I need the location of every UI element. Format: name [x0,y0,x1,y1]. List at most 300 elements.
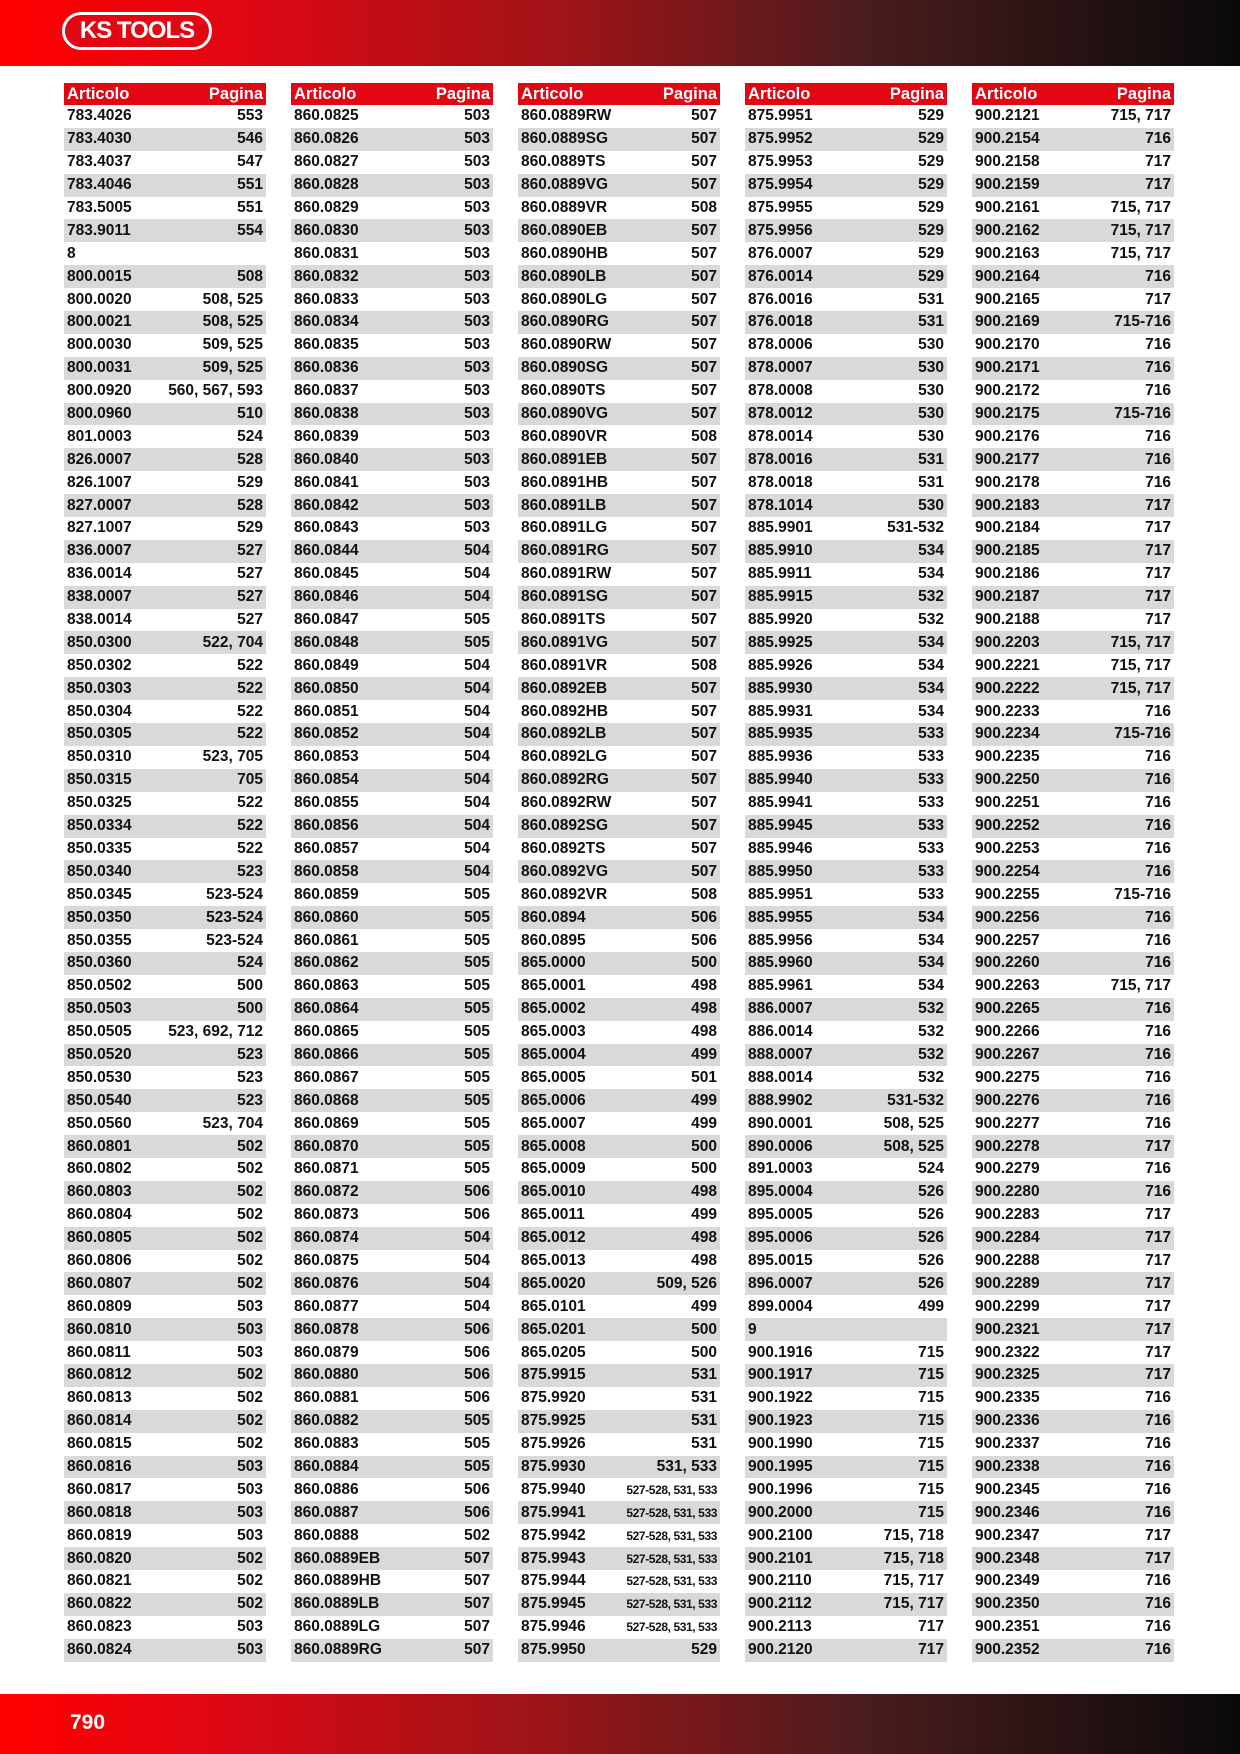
article-number: 900.2265 [975,1000,1040,1018]
table-row [518,1547,720,1570]
article-number: 860.0857 [294,839,359,857]
page-reference: 523-524 [206,931,263,949]
table-row [518,1524,720,1547]
page-reference: 505 [464,1091,490,1109]
article-number: 900.2113 [748,1618,812,1636]
table-row [291,403,493,426]
page-reference: 715, 717 [1110,221,1171,239]
page-reference: 527-528, 531, 533 [626,1574,717,1589]
page-reference: 531-532 [887,519,944,537]
table-row [291,998,493,1021]
page-reference: 504 [464,725,490,743]
table-row [745,1524,947,1547]
article-number: 875.9945 [521,1595,586,1613]
table-row [518,746,720,769]
table-row [745,1547,947,1570]
table-row [64,1066,266,1089]
page-reference: 508, 525 [883,1137,944,1155]
page-reference: 716 [1145,1023,1171,1041]
table-row [518,838,720,861]
page-reference: 503 [237,1503,263,1521]
table-row [972,906,1174,929]
article-number: 900.2170 [975,336,1040,354]
article-number: 860.0823 [67,1618,132,1636]
table-row [64,1387,266,1410]
article-number: 885.9910 [748,542,813,560]
article-number: 865.0003 [521,1023,586,1041]
page-reference: 507 [464,1572,490,1590]
page-reference: 715-716 [1114,405,1171,423]
table-row [518,1501,720,1524]
article-number: 860.0894 [521,908,586,926]
page-reference: 715 [918,1435,944,1453]
table-row [972,471,1174,494]
article-number: 865.0009 [521,1160,586,1178]
table-row [972,380,1174,403]
table-row [972,1112,1174,1135]
page-reference: 530 [918,405,944,423]
article-number: 860.0872 [294,1183,359,1201]
page-reference: 503 [464,199,490,216]
page-reference: 560, 567, 593 [168,382,263,400]
table-row [972,746,1174,769]
article-number: 850.0325 [67,794,132,812]
table-row [745,1639,947,1662]
article-number: 783.4026 [67,107,132,125]
table-row [64,540,266,563]
table-row [745,1089,947,1112]
page-reference: 534 [918,702,944,720]
table-row [291,334,493,357]
table-row [64,1524,266,1547]
table-row [518,1341,720,1364]
page-reference: 715-716 [1114,725,1171,743]
page-reference: 716 [1145,1503,1171,1521]
table-row [518,357,720,380]
table-row [64,677,266,700]
article-number: 900.2177 [975,450,1040,468]
page-reference: 717 [1145,1297,1171,1315]
table-row [291,151,493,174]
header-pagina: Pagina [889,84,944,103]
page-reference: 715, 717 [1110,199,1171,216]
page-reference: 716 [1145,130,1171,148]
page-reference: 527 [237,565,263,583]
article-number: 876.0016 [748,290,813,308]
table-row [972,219,1174,242]
table-row [745,1250,947,1273]
page-reference: 503 [464,176,490,194]
article-number: 860.0890VR [521,427,608,445]
article-number: 888.9902 [748,1091,813,1109]
page-reference: 503 [237,1297,263,1315]
article-number: 900.2188 [975,611,1040,629]
table-row [745,998,947,1021]
table-row [64,334,266,357]
table-row [972,197,1174,220]
index-column-4 [745,83,947,1662]
table-row [972,517,1174,540]
table-row [64,1547,266,1570]
article-number: 900.2100 [748,1526,813,1544]
table-row [291,448,493,471]
article-number: 900.2253 [975,839,1040,857]
article-number: 860.0853 [294,748,359,766]
table-row [972,448,1174,471]
table-row [64,792,266,815]
table-row [972,883,1174,906]
page-reference: 551 [237,199,263,216]
article-number: 900.2121 [975,107,1040,125]
article-number: 876.0007 [748,244,813,262]
page-reference: 716 [1145,1114,1171,1132]
table-row [64,929,266,952]
page-reference: 531 [691,1389,717,1407]
table-row [291,906,493,929]
table-row [64,1044,266,1067]
article-number: 860.0815 [67,1435,132,1453]
page-reference: 506 [464,1320,490,1338]
table-row [745,1112,947,1135]
page-reference: 716 [1145,267,1171,285]
article-number: 783.4037 [67,153,132,171]
table-row [745,1387,947,1410]
article-number: 850.0560 [67,1114,132,1132]
page-reference: 527-528, 531, 533 [626,1482,717,1497]
page-reference: 532 [918,1068,944,1086]
page-reference: 522, 704 [202,633,263,651]
table-row [745,105,947,128]
article-number: 900.2120 [748,1641,813,1659]
article-number: 885.9945 [748,817,813,835]
table-row [291,1501,493,1524]
article-number: 865.0007 [521,1114,586,1132]
page-reference: 716 [1145,1618,1171,1636]
page-reference: 507 [691,473,717,491]
article-number: 860.0845 [294,565,359,583]
article-number: 875.9952 [748,130,813,148]
article-number: 860.0842 [294,496,359,514]
page-reference: 502 [237,1595,263,1613]
page-reference: 717 [1145,1320,1171,1338]
page-reference: 534 [918,679,944,697]
article-number: 865.0008 [521,1137,586,1155]
table-row [291,1112,493,1135]
table-row [972,952,1174,975]
table-row [64,906,266,929]
page-reference: 523 [237,862,263,880]
table-row [518,1272,720,1295]
article-number: 850.0350 [67,908,132,926]
article-number: 860.0874 [294,1229,359,1247]
page-reference: 715 [918,1366,944,1384]
page-reference: 503 [464,359,490,377]
page-reference: 506 [464,1480,490,1498]
page-reference: 499 [691,1297,717,1315]
article-number: 878.1014 [748,496,813,514]
article-number: 878.0008 [748,382,813,400]
page-reference: 503 [237,1480,263,1498]
page-reference: 715, 717 [1110,977,1171,995]
table-row [518,998,720,1021]
page-reference: 504 [464,839,490,857]
page-reference: 533 [918,862,944,880]
page-reference: 526 [918,1274,944,1292]
index-column-3 [518,83,720,1662]
article-number: 900.2172 [975,382,1040,400]
page-reference: 547 [237,153,263,171]
table-row [745,471,947,494]
table-row [745,128,947,151]
article-number: 900.2350 [975,1595,1040,1613]
page-reference: 717 [1145,1274,1171,1292]
article-number: 860.0849 [294,656,359,674]
article-number: 860.0867 [294,1068,359,1086]
table-row [972,105,1174,128]
page-reference: 507 [691,176,717,194]
page-reference: 532 [918,1023,944,1041]
article-number: 875.9956 [748,221,813,239]
page-reference: 522 [237,725,263,743]
table-row [518,242,720,265]
article-number: 860.0841 [294,473,359,491]
article-number: 860.0851 [294,702,359,720]
table-row [291,265,493,288]
article-number: 875.9944 [521,1572,586,1590]
article-number: 860.0828 [294,176,359,194]
article-number: 900.2165 [975,290,1040,308]
page-reference: 503 [464,496,490,514]
article-number: 800.0030 [67,336,132,354]
page-reference: 522 [237,794,263,812]
page-reference: 529 [918,221,944,239]
table-row [745,1044,947,1067]
table-row [64,723,266,746]
table-row [972,631,1174,654]
article-number: 885.9960 [748,954,813,972]
table-row [291,311,493,334]
logo-text: KS TOOLS [79,17,195,44]
table-row [64,586,266,609]
table-row [518,1112,720,1135]
table-row [745,288,947,311]
page-reference: 503 [464,382,490,400]
page-reference: 529 [918,267,944,285]
header-articolo: Articolo [294,84,357,103]
table-row [972,403,1174,426]
article-number: 885.9911 [748,565,812,583]
article-number: 900.2276 [975,1091,1040,1109]
article-number: 900.2154 [975,130,1040,148]
table-row [518,1204,720,1227]
page-reference: 532 [918,1045,944,1063]
page-reference: 504 [464,679,490,697]
article-number: 860.0830 [294,221,359,239]
table-row [518,1478,720,1501]
article-number: 850.0303 [67,679,132,697]
table-row [745,769,947,792]
article-number: 900.2335 [975,1389,1040,1407]
article-number: 865.0101 [521,1297,586,1315]
page-reference: 717 [1145,176,1171,194]
page-reference: 507 [691,267,717,285]
page-reference: 508 [691,656,717,674]
page-reference: 499 [691,1114,717,1132]
table-row [745,1593,947,1616]
page-reference: 502 [237,1435,263,1453]
header-pagina: Pagina [435,84,490,103]
article-number: 900.2352 [975,1641,1040,1659]
table-row [518,1181,720,1204]
table-row [291,1593,493,1616]
page-reference: 531 [691,1412,717,1430]
table-row [518,1593,720,1616]
table-row [291,1433,493,1456]
index-column-2 [291,83,493,1662]
page-reference: 717 [1145,519,1171,537]
table-row [64,1272,266,1295]
page-reference: 531 [918,450,944,468]
page-reference: 717 [1145,1229,1171,1247]
table-row [972,128,1174,151]
page-reference: 499 [691,1206,717,1224]
table-row [518,197,720,220]
article-number: 860.0889SG [521,130,609,148]
page-reference: 527 [237,588,263,606]
table-row [745,1478,947,1501]
page-reference: 505 [464,1412,490,1430]
page-reference: 717 [1145,565,1171,583]
article-number: 860.0836 [294,359,359,377]
article-number: 900.2351 [975,1618,1040,1636]
table-row [745,1295,947,1318]
article-number: 865.0004 [521,1045,586,1063]
page-reference: 527 [237,611,263,629]
table-row [64,700,266,723]
page-reference: 716 [1145,748,1171,766]
table-row [745,517,947,540]
page-reference: 554 [237,221,263,239]
article-number: 860.0890SG [521,359,609,377]
table-row [518,586,720,609]
article-number: 875.9941 [521,1503,586,1521]
page-reference: 502 [237,1251,263,1269]
page-reference: 717 [1145,588,1171,606]
article-number: 860.0832 [294,267,359,285]
table-row [64,952,266,975]
page-reference: 505 [464,1023,490,1041]
table-row [291,609,493,632]
page-reference: 504 [464,771,490,789]
article-number: 900.2336 [975,1412,1040,1430]
page-reference: 715 [918,1412,944,1430]
page-reference: 498 [691,1183,717,1201]
table-row [518,1295,720,1318]
article-number: 900.1995 [748,1457,813,1475]
page-reference: 717 [918,1641,944,1659]
article-number: 900.2186 [975,565,1040,583]
article-number: 860.0840 [294,450,359,468]
article-number: 865.0013 [521,1251,586,1269]
page-reference: 716 [1145,1595,1171,1613]
page-reference: 501 [691,1068,717,1086]
header-articolo: Articolo [975,84,1038,103]
article-number: 900.2283 [975,1206,1040,1224]
article-number: 878.0014 [748,427,813,445]
page-reference: 505 [464,1045,490,1063]
page-reference: 505 [464,1137,490,1155]
table-row [291,1387,493,1410]
page-reference: 717 [1145,1526,1171,1544]
table-row [291,380,493,403]
page-reference: 503 [237,1526,263,1544]
page-reference: 529 [918,199,944,216]
article-number: 860.0804 [67,1206,132,1224]
article-number: 900.1923 [748,1412,813,1430]
article-number: 826.0007 [67,450,132,468]
article-number: 878.0016 [748,450,813,468]
table-row [518,1089,720,1112]
article-number: 885.9931 [748,702,813,720]
table-row [972,494,1174,517]
article-number: 900.2349 [975,1572,1040,1590]
table-row [291,1250,493,1273]
table-row [291,357,493,380]
article-number: 860.0876 [294,1274,359,1292]
page-reference: 507 [691,542,717,560]
page-reference: 715 [918,1343,944,1361]
page-reference: 528 [237,450,263,468]
article-number: 860.0877 [294,1297,359,1315]
page-reference: 529 [918,130,944,148]
table-row [972,1318,1174,1341]
table-row [745,1341,947,1364]
article-number: 860.0865 [294,1023,359,1041]
table-row [291,288,493,311]
table-row [64,197,266,220]
article-number: 865.0000 [521,954,586,972]
page-reference: 717 [1145,1251,1171,1269]
article-number: 860.0890TS [521,382,606,400]
page-reference: 507 [691,565,717,583]
table-row [291,1135,493,1158]
table-row [972,1478,1174,1501]
page-reference: 531 [918,473,944,491]
column-header [291,83,493,105]
page-reference: 507 [691,633,717,651]
table-row [64,517,266,540]
article-number: 900.2256 [975,908,1040,926]
table-row [291,197,493,220]
page-reference: 503 [237,1457,263,1475]
page-reference: 526 [918,1183,944,1201]
article-number: 900.2161 [975,199,1040,216]
footer-band [0,1694,1240,1754]
page-reference: 526 [918,1206,944,1224]
table-row [64,1570,266,1593]
table-row [745,860,947,883]
page-reference: 503 [464,267,490,285]
table-row [291,1570,493,1593]
table-row [64,631,266,654]
page-reference: 527-528, 531, 533 [626,1620,717,1635]
table-row [972,1021,1174,1044]
table-row [64,1227,266,1250]
table-row [972,1570,1174,1593]
table-row [745,1410,947,1433]
article-number: 860.0820 [67,1549,132,1567]
table-row [291,769,493,792]
